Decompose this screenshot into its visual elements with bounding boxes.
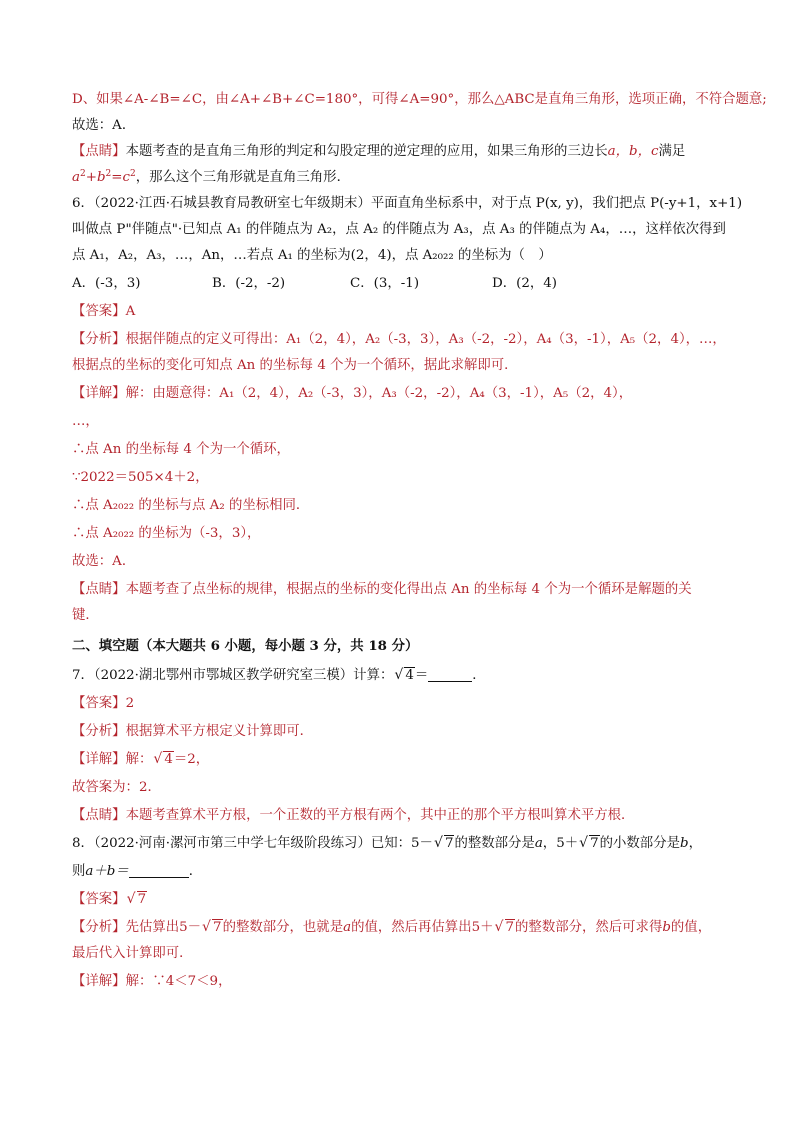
detail-tag: 【详解】 [72,752,126,767]
detail-line-5: ∴点 A₂₀₂₂ 的坐标与点 A₂ 的坐标相同． [72,498,310,513]
expr: 5＋ [471,920,494,935]
option-b: B．(-2，-2) [212,276,286,291]
q8-text: 的整数部分是 [454,836,535,851]
var-b: b [679,836,689,851]
q7-text: 7．（2022·湖北鄂州市鄂城区教学研究室三模）计算： [72,668,394,683]
q7-analysis-line [72,722,313,742]
detail-line-1 [72,384,632,404]
var-b: b [662,920,671,935]
analysis-tag: 【分析】 [72,724,126,739]
detail-line-4: ∵2022＝505×4＋2， [72,470,209,485]
q8-end: ． [188,864,203,879]
question-7-stem [72,666,486,686]
sqrt-symbol [154,750,174,770]
analysis-text: 根据算术平方根定义计算即可． [125,724,314,739]
analysis-text: 的整数部分，也就是 [222,920,344,935]
answer-blank [129,863,189,878]
detail-text: 解：∵4＜7＜9， [125,974,232,989]
pythagorean-formula-line [72,168,350,188]
answer-value: A [125,304,136,319]
radicand: 7 [590,836,599,851]
comment-text: 本题考查的是直角三角形的判定和勾股定理的逆定理的应用，如果三角形的三边长 [125,144,608,159]
var-a: a [343,920,352,935]
q8-expr: 5＋ [556,836,579,851]
detail-tag: 【详解】 [72,386,126,401]
q8-text: 的小数部分是 [599,836,680,851]
q7-end: ． [472,668,486,683]
analysis-text: 的值， [670,920,712,935]
analysis-tag: 【分析】 [72,920,126,935]
sqrt-symbol [496,918,516,938]
analysis-tag: 【分析】 [72,332,126,347]
answer-line [72,302,135,322]
q7-answer-line [72,694,134,714]
sqrt-symbol [395,666,415,686]
q8-comma: ， [542,836,557,851]
radicand: 4 [164,752,173,767]
answer-blank [428,667,472,682]
q7-detail-line-2: 故答案为：2． [72,780,161,795]
q8-text: 则 [72,864,86,879]
analysis-text: 的值，然后再估算出 [351,920,472,935]
sqrt-symbol [128,890,148,910]
expr: 5－ [179,920,202,935]
comment-tag: 【点睛】 [72,144,126,159]
detail-line-7: 故选：A． [72,554,136,569]
answer-tag: 【答案】 [72,696,126,711]
formula-exp: 2 [79,169,86,179]
detail-tag: 【详解】 [72,974,126,989]
detail-text: 解： [125,752,153,767]
q8-text: 8．（2022·河南·漯河市第三中学七年级阶段练习）已知： [72,836,412,851]
answer-tag: 【答案】 [72,304,126,319]
detail-line-6: ∴点 A₂₀₂₂ 的坐标为（-3，3）， [72,526,261,541]
detail-line-2: …， [72,414,99,429]
comment-line [72,142,685,162]
option-d-explanation: D、如果∠A-∠B=∠C，由∠A+∠B+∠C=180°，可得∠A=90°，那么△ABC是直角三角形，选项正确，不符合题意; [72,92,767,107]
comment-6-line-2: 键． [72,608,99,623]
q7-comment-line [72,806,634,826]
comment-text: 本题考查了点坐标的规律，根据点的坐标的变化得出点 An 的坐标每 4 个为一个循环是解题的关 [125,582,692,597]
radicand: 7 [444,836,454,851]
comment-6-line-1 [72,580,692,600]
formula-b: +b [85,170,106,185]
q7-equals: ＝ [414,668,429,683]
choice-statement: 故选：A． [72,118,136,133]
formula-conclusion: ，那么这个三角形就是直角三角形． [135,170,350,185]
detail-line-3: ∴点 An 的坐标每 4 个为一个循环， [72,442,290,457]
q8-answer-line [72,890,147,910]
q8-analysis-line-1 [72,918,711,938]
analysis-line-1 [72,330,726,350]
comment-tag: 【点睛】 [72,808,126,823]
question-6-stem-3: 点 A₁，A₂，A₃，…，An，…若点 A₁ 的坐标为(2，4)，点 A₂₀₂₂ 的坐标为（ ） [72,248,552,263]
q8-detail-line [72,972,231,992]
answer-value: 2 [125,696,135,711]
sqrt-symbol [580,834,600,854]
comment-text-end: 满足 [658,144,686,159]
formula-c: =c [111,170,130,185]
q7-detail-line [72,750,209,770]
question-8-stem-1 [72,834,702,854]
answer-tag: 【答案】 [72,892,126,907]
analysis-line-2: 根据点的坐标的变化可知点 An 的坐标每 4 个为一个循环，据此求解即可． [72,358,518,373]
var-a: a [534,836,543,851]
section-2-heading: 二、填空题（本大题共 6 小题，每小题 3 分，共 18 分） [72,638,419,654]
question-8-stem-2 [72,862,202,882]
radicand: 7 [137,892,147,907]
sqrt-symbol [203,918,223,938]
question-6-stem-2: 叫做点 P"伴随点"·已知点 A₁ 的伴随点为 A₂，点 A₂ 的伴随点为 A₃，点 A₃ 的伴随点为 A₄，…，这样依次得到 [72,222,726,237]
q8-analysis-line-2: 最后代入计算即可． [72,946,193,961]
comment-tag: 【点睛】 [72,582,126,597]
radicand: 7 [213,920,222,935]
detail-text: 解：由题意得：A₁（2，4），A₂（-3，3），A₃（-2，-2），A₄（3，-1），A₅（2，4）， [125,386,633,401]
question-6-stem-1: 6．（2022·江西·石城县教育局教研室七年级期末）平面直角坐标系中，对于点 P(x, y)，我们把点 P(-y+1，x+1) [72,196,743,211]
radicand: 4 [405,668,414,683]
analysis-text: 的整数部分，然后可求得 [515,920,663,935]
comment-vars: a，b，c [607,144,659,159]
option-c: C．(3，-1) [350,276,420,291]
sqrt-symbol [435,834,455,854]
analysis-text: 先估算出 [125,920,180,935]
radicand: 7 [505,920,515,935]
formula-a: a [72,170,80,185]
q8-expr: a＋b＝ [85,864,129,879]
q8-comma: ， [688,836,702,851]
formula-exp: 2 [105,169,112,179]
analysis-text: 根据伴随点的定义可得出：A₁（2，4），A₂（-3，3），A₃（-2，-2），A₄（3，-1），A₅（2，4），…， [125,332,726,347]
comment-text: 本题考查算术平方根，一个正数的平方根有两个，其中正的那个平方根叫算术平方根． [125,808,635,823]
option-a: A．(-3，3) [72,276,141,291]
option-d: D．(2，4) [492,276,558,291]
q8-expr: 5－ [411,836,433,851]
formula-exp: 2 [129,169,136,179]
detail-result: ＝2， [173,752,210,767]
